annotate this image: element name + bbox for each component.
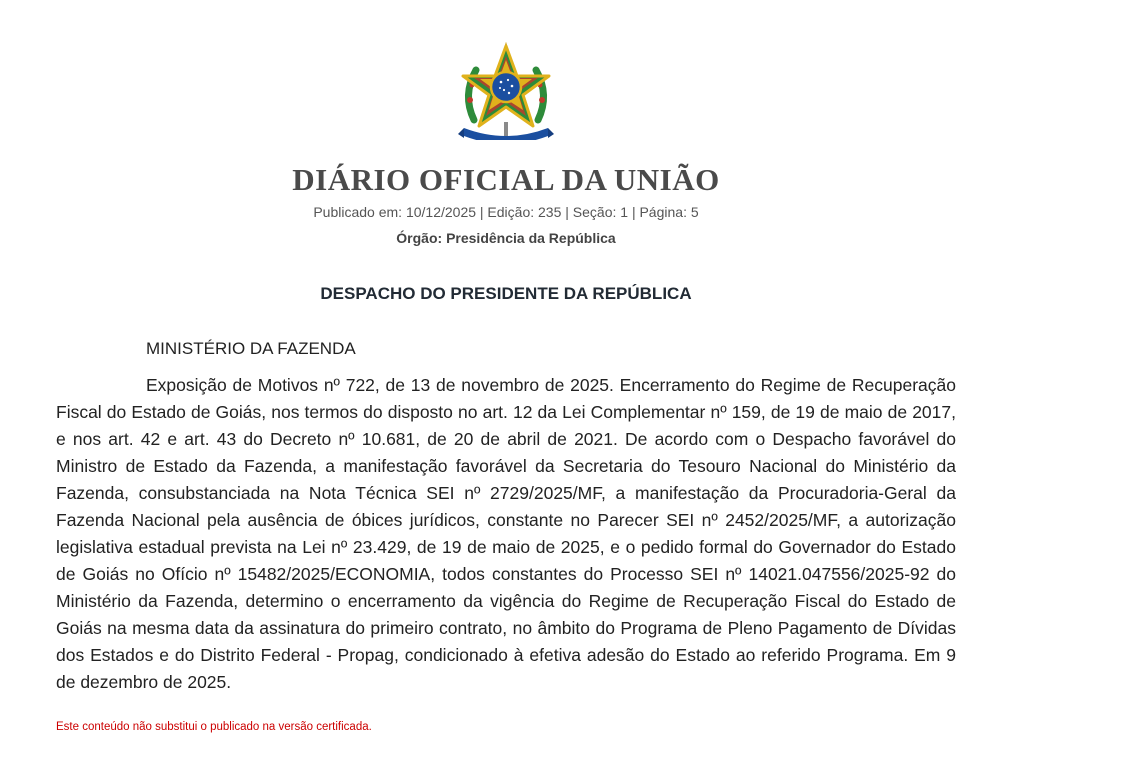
ministry-name: MINISTÉRIO DA FAZENDA [146,339,356,358]
act-title: DESPACHO DO PRESIDENTE DA REPÚBLICA [320,284,692,303]
document-header [56,40,956,247]
orgao-label: Órgão: [396,230,443,246]
brazil-coat-of-arms-icon [456,40,556,140]
certification-disclaimer: Este conteúdo não substitui o publicado na versão certificada. [56,721,372,733]
emblem-globe [491,72,521,102]
document-page [56,0,956,734]
publication-info: Publicado em: 10/12/2025 | Edição: 235 | Seção: 1 | Página: 5 [313,204,699,220]
orgao-line [56,229,956,247]
orgao-value: Presidência da República [446,230,616,246]
act-body-paragraph: Exposição de Motivos nº 722, de 13 de novembro de 2025. Encerramento do Regime de Recuperação Fiscal do Estado de Goiás, nos termos do disposto no art. 12 da Lei Complementar nº 159, de 19 de maio de 2017, e nos art. 42 e art. 43 do Decreto nº 10.681, de 20 de abril de 2021. De acordo com o Despacho favorável do Ministro de Estado da Fazenda, a manifestação favorável da Secretaria do Tesouro Nacional do Ministério da Fazenda, consubstanciada na Nota Técnica SEI nº 2729/2025/MF, a manifestação da Procuradoria-Geral da Fazenda Nacional pela ausência de óbices jurídicos, constante no Parecer SEI nº 2452/2025/MF, a autorização legislativa estadual prevista na Lei nº 23.429, de 19 de maio de 2025, e o pedido formal do Governador do Estado de Goiás no Ofício nº 15482/2025/ECONOMIA, todos constantes do Processo SEI nº 14021.047556/2025-92 do Ministério da Fazenda, determino o encerramento da vigência do Regime de Recuperação Fiscal do Estado de Goiás na mesma data da assinatura do primeiro contrato, no âmbito do Programa de Pleno Pagamento de Dívidas dos Estados e do Distrito Federal - Propag, condicionado à efetiva adesão do Estado ao referido Programa. Em 9 de dezembro de 2025. [56,375,956,692]
gazette-title: DIÁRIO OFICIAL DA UNIÃO [292,162,720,197]
